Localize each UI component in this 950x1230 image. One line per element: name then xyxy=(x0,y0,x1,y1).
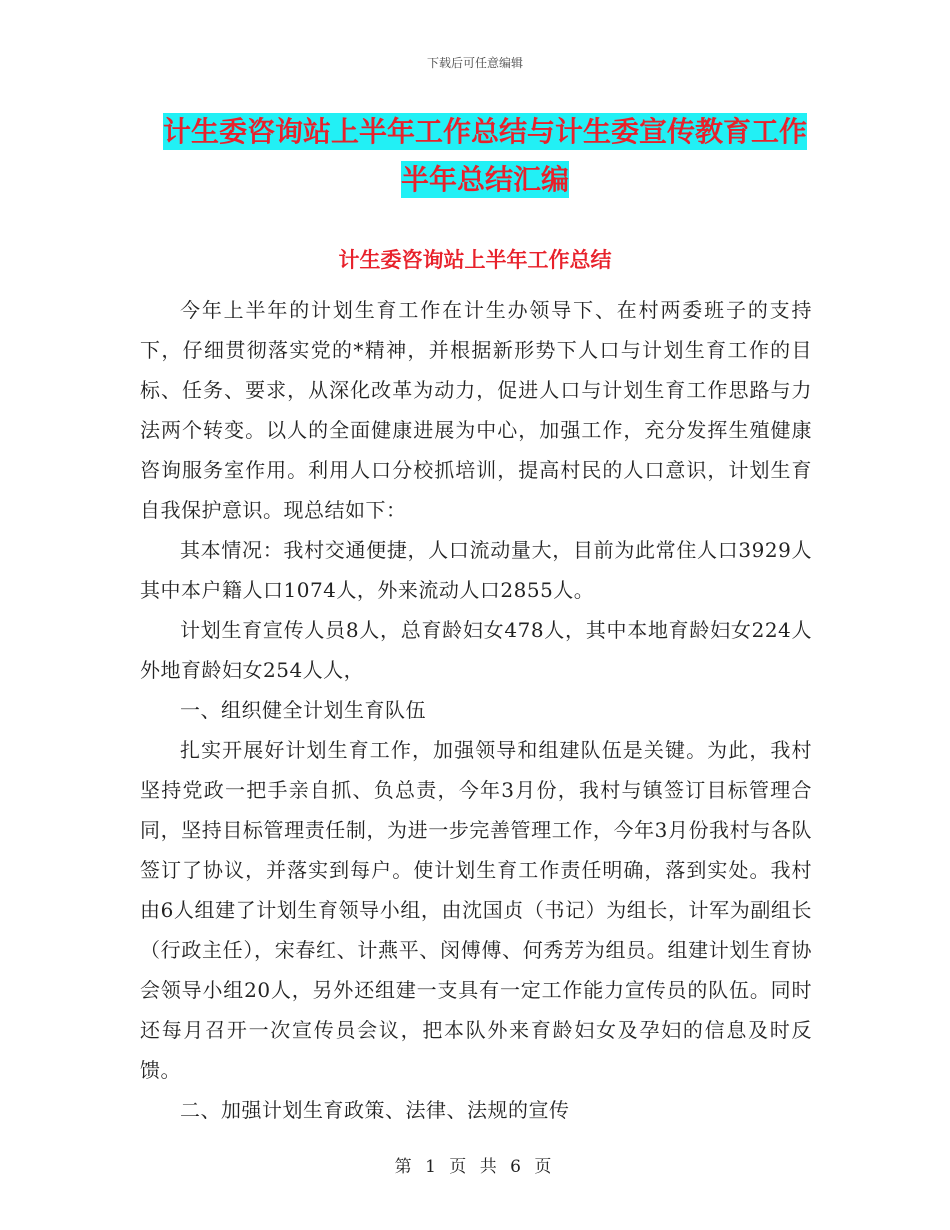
document-title xyxy=(140,108,830,204)
document-title-line1: 计生委咨询站上半年工作总结与计生委宣传教育工作 xyxy=(162,115,807,148)
section-title: 计生委咨询站上半年工作总结 xyxy=(338,248,612,272)
page-footer: 第 1 页 共 6 页 xyxy=(394,1157,556,1177)
document-title-line2: 半年总结汇编 xyxy=(400,163,569,196)
paragraph: 计划生育宣传人员8人，总育龄妇女478人，其中本地育龄妇女224人外地育龄妇女254人人， xyxy=(140,618,812,682)
paragraph: 今年上半年的计划生育工作在计生办领导下、在村两委班子的支持下，仔细贯彻落实党的*精神，并根据新形势下人口与计划生育工作的目标、任务、要求，从深化改革为动力，促进人口与计划生育工作思路与力法两个转变。以人的全面健康进展为中心，加强工作，充分发挥生殖健康咨询服务室作用。利用人口分校抓培训，提高村民的人口意识，计划生育自我保护意识。现总结如下： xyxy=(140,298,812,522)
paragraph: 扎实开展好计划生育工作，加强领导和组建队伍是关键。为此，我村坚持党政一把手亲自抓、负总责，今年3月份，我村与镇签订目标管理合同，坚持目标管理责任制，为进一步完善管理工作，今年3月份我村与各队签订了协议，并落实到每户。使计划生育工作责任明确，落到实处。我村由6人组建了计划生育领导小组，由沈国贞（书记）为组长，计军为副组长（行政主任），宋春红、计燕平、闵傅傅、何秀芳为组员。组建计划生育协会领导小组20人，另外还组建一支具有一定工作能力宣传员的队伍。同时还每月召开一次宣传员会议，把本队外来育龄妇女及孕妇的信息及时反馈。 xyxy=(140,738,812,1082)
body-text xyxy=(140,290,812,1130)
section-heading: 二、加强计划生育政策、法律、法规的宣传 xyxy=(180,1098,570,1122)
section-heading: 一、组织健全计划生育队伍 xyxy=(180,698,426,722)
header-note: 下载后可任意编辑 xyxy=(426,56,523,70)
paragraph: 其本情况：我村交通便捷，人口流动量大，目前为此常住人口3929人其中本户籍人口1074人，外来流动人口2855人。 xyxy=(140,538,812,602)
